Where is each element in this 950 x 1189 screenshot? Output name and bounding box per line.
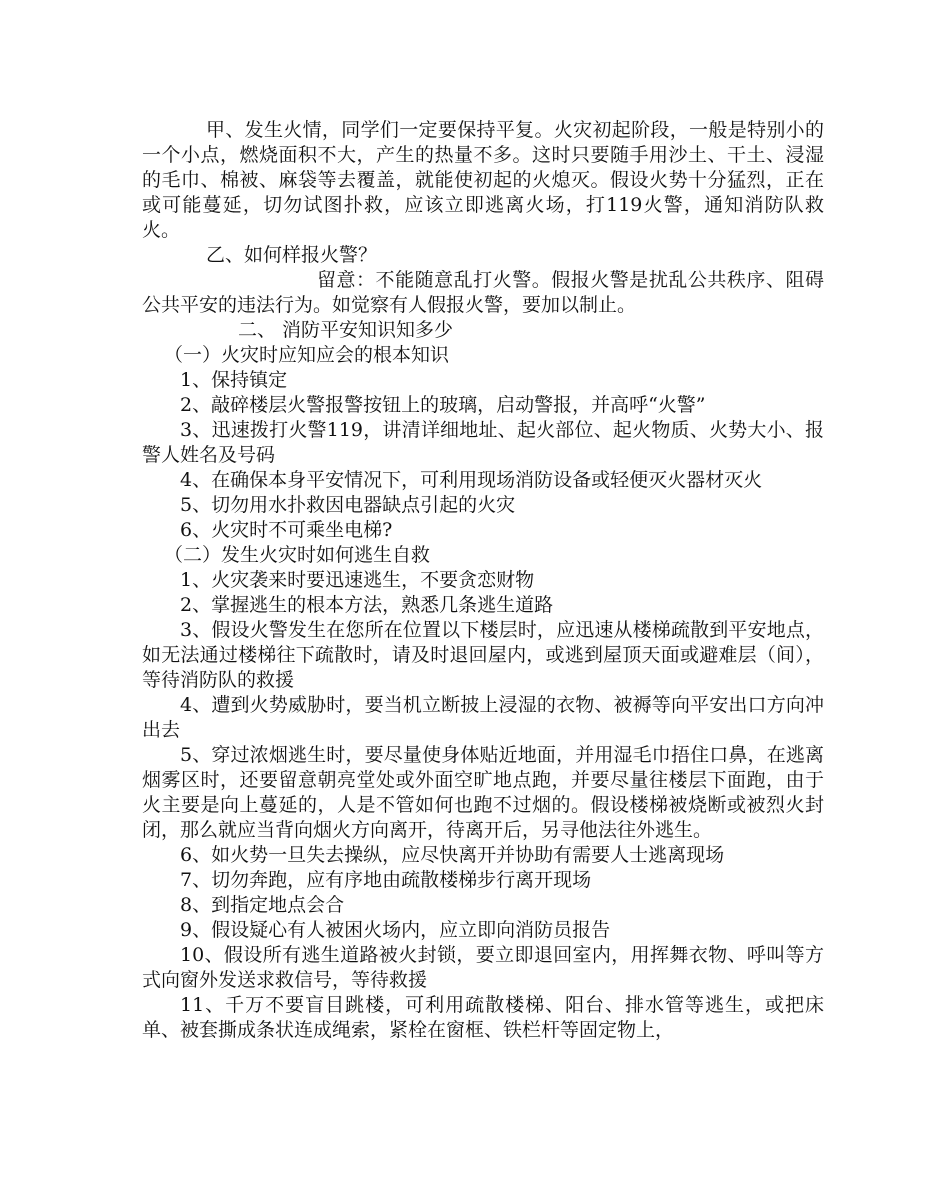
list-item: 6、火灾时不可乘坐电梯?: [180, 519, 393, 541]
list-item: 3、假设火警发生在您所在位置以下楼层时，应迅速从楼梯疏散到平安地点，如无法通过楼梯往下疏散时，请及时退回屋内，或逃到屋顶天面或避难层（间），等待消防队的救援: [142, 619, 824, 691]
list-item: 8、到指定地点会合: [180, 894, 345, 916]
list-item: 9、假设疑心有人被困火场内，应立即向消防员报告: [180, 919, 611, 941]
list-item: 5、切勿用水扑救因电器缺点引起的火灾: [180, 494, 516, 516]
list-item: 2、掌握逃生的根本方法，熟悉几条逃生道路: [180, 594, 554, 616]
list-item: 4、遭到火势威胁时，要当机立断披上浸湿的衣物、被褥等向平安出口方向冲出去: [142, 694, 824, 741]
list-item: 6、如火势一旦失去操纵，应尽快离开并协助有需要人士逃离现场: [180, 844, 725, 866]
list-item: 3、迅速拨打火警119，讲清详细地址、起火部位、起火物质、火势大小、报警人姓名及号码: [142, 419, 824, 466]
list-item: 10、假设所有逃生道路被火封锁，要立即退回室内，用挥舞衣物、呼叫等方式向窗外发送求救信号，等待救援: [142, 944, 824, 991]
subsection-heading-basic-knowledge: （一）火灾时应知应会的根本知识: [164, 344, 450, 366]
list-item: 11、千万不要盲目跳楼，可利用疏散楼梯、阳台、排水管等逃生，或把床单、被套撕成条状连成绳索，紧栓在窗框、铁栏杆等固定物上，: [142, 994, 824, 1041]
subsection-heading-escape: （二）发生火灾时如何逃生自救: [164, 544, 431, 566]
list-item: 4、在确保本身平安情况下，可利用现场消防设备或轻便灭火器材灭火: [180, 469, 763, 491]
list-item: 2、敲碎楼层火警报警按钮上的玻璃，启动警报，并高呼“火警”: [180, 394, 706, 416]
paragraph-how-to-report: 乙、如何样报火警？: [206, 244, 378, 266]
list-item: 7、切勿奔跑，应有序地由疏散楼梯步行离开现场: [180, 869, 592, 891]
section-heading-fire-safety: 二、 消防平安知识知多少: [238, 319, 454, 341]
document-body: [142, 118, 824, 1043]
list-item: 1、保持镇定: [180, 369, 288, 391]
paragraph-false-alarm-note: 留意：不能随意乱打火警。假报火警是扰乱公共秩序、阻碍公共平安的违法行为。如觉察有人假报火警，要加以制止。: [142, 269, 824, 316]
list-item: 1、火灾袭来时要迅速逃生，不要贪恋财物: [180, 569, 535, 591]
list-item: 5、穿过浓烟逃生时，要尽量使身体贴近地面，并用湿毛巾捂住口鼻，在逃离烟雾区时，还要留意朝亮堂处或外面空旷地点跑，并要尽量往楼层下面跑，由于火主要是向上蔓延的，人是不管如何也跑不过烟的。假设楼梯被烧断或被烈火封闭，那么就应当背向烟火方向离开，待离开后，另寻他法往外逃生。: [142, 744, 824, 841]
paragraph-fire-initial: 甲、发生火情，同学们一定要保持平复。火灾初起阶段，一般是特别小的一个小点，燃烧面积不大，产生的热量不多。这时只要随手用沙土、干土、浸湿的毛巾、棉被、麻袋等去覆盖，就能使初起的火熄灭。假设火势十分猛烈，正在或可能蔓延，切勿试图扑救，应该立即逃离火场，打119火警，通知消防队救火。: [142, 119, 824, 241]
